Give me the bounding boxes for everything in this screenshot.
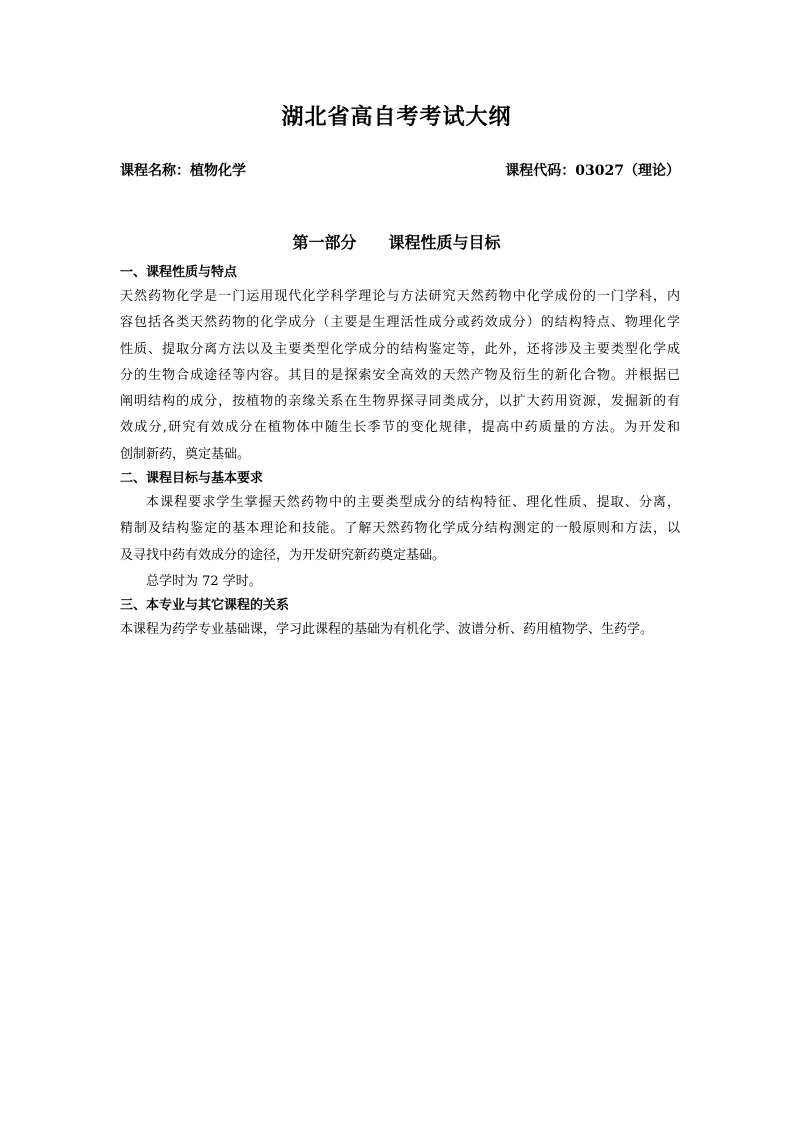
course-code: 课程代码：03027（理论） <box>505 163 680 179</box>
course-meta-row <box>120 160 680 180</box>
paragraph-line: 天然药物化学是一门运用现代化学科学理论与方法研究天然药物中化学成份的一门学科，内 <box>120 289 680 304</box>
paragraph-line: 总学时为 72 学时。 <box>146 573 262 589</box>
section-heading-goals: 二、课程目标与基本要求 <box>120 471 264 487</box>
section-heading-nature: 一、课程性质与特点 <box>120 265 238 280</box>
document-body <box>120 262 680 644</box>
paragraph-line: 性质、提取分离方法以及主要类型化学成分的结构鉴定等，此外，还将涉及主要类型化学成 <box>120 341 680 357</box>
section-heading-relations: 三、本专业与其它课程的关系 <box>120 598 290 614</box>
part-title: 第一部分 课程性质与目标 <box>292 233 501 252</box>
paragraph-line: 及寻找中药有效成分的途径，为开发研究新药奠定基础。 <box>120 547 446 563</box>
paragraph-line: 本课程为药学专业基础课，学习此课程的基础为有机化学、波谱分析、药用植物学、生药学。 <box>120 622 654 638</box>
course-name: 课程名称：植物化学 <box>120 163 246 179</box>
paragraph-line: 精制及结构鉴定的基本理论和技能。了解天然药物化学成分结构测定的一般原则和方法，以 <box>120 521 680 537</box>
paragraph-line: 本课程要求学生掌握天然药物中的主要类型成分的结构特征、理化性质、提取、分离， <box>146 495 680 511</box>
section-paragraph-relations <box>120 617 680 643</box>
paragraph-line: 创制新药，奠定基础。 <box>120 446 251 462</box>
paragraph-line: 效成分,研究有效成分在植物体中随生长季节的变化规律，提高中药质量的方法。为开发和 <box>120 420 680 436</box>
paragraph-line: 分的生物合成途径等内容。其目的是探索安全高效的天然产物及衍生的新化合物。并根据已 <box>120 367 680 383</box>
section-paragraph-hours <box>120 569 680 595</box>
document-title: 湖北省高自考考试大纲 <box>281 104 512 130</box>
paragraph-line: 容包括各类天然药物的化学成分（主要是生理活性成分或药效成分）的结构特点、物理化学 <box>120 315 680 331</box>
section-paragraph-nature <box>120 284 680 468</box>
section-paragraph-goals <box>120 490 680 569</box>
paragraph-line: 阐明结构的成分，按植物的亲缘关系在生物界探寻同类成分，以扩大药用资源，发掘新的有 <box>120 394 680 410</box>
